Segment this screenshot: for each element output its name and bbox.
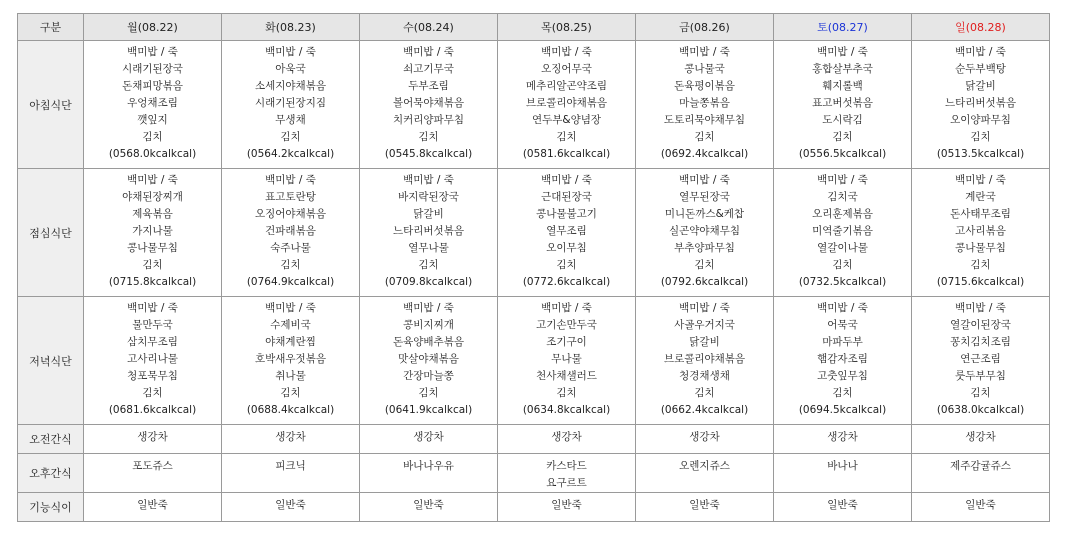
menu-item-list	[912, 169, 1049, 291]
menu-item: 백미밥 / 죽	[817, 302, 868, 314]
menu-item: 깻잎지	[137, 114, 168, 126]
menu-item-list	[498, 454, 635, 492]
row-3	[18, 425, 1050, 454]
menu-item: 삼치무조림	[127, 336, 178, 348]
menu-item: 햄감자조림	[817, 353, 868, 365]
menu-item-list	[84, 297, 221, 419]
menu-item: 숙주나물	[270, 242, 311, 254]
menu-item: 김치	[970, 131, 991, 143]
menu-item: 생강차	[551, 431, 582, 443]
menu-item: 아욱국	[275, 63, 306, 75]
menu-item: 열갈이된장국	[950, 319, 1011, 331]
menu-item: 브로콜리야채볶음	[663, 353, 746, 365]
menu-item: 백미밥 / 죽	[265, 46, 316, 58]
day-header-sun: 일(08.28)	[912, 14, 1050, 41]
menu-cell-fri	[636, 454, 774, 493]
menu-item: 일반죽	[689, 499, 720, 511]
menu-item: 천사채샐러드	[536, 370, 597, 382]
menu-item: 조기구이	[546, 336, 587, 348]
menu-cell-tue	[222, 493, 360, 522]
menu-item: 백미밥 / 죽	[679, 174, 730, 186]
day-header-fri: 금(08.26)	[636, 14, 774, 41]
menu-item: 백미밥 / 죽	[955, 46, 1006, 58]
menu-item-list	[912, 425, 1049, 446]
row-0	[18, 41, 1050, 169]
menu-cell-fri	[636, 493, 774, 522]
menu-cell-fri	[636, 169, 774, 297]
menu-item: 닭갈비	[413, 208, 444, 220]
weekly-meal-table	[17, 13, 1050, 522]
menu-item: 생강차	[137, 431, 168, 443]
menu-item: 콩나물국	[684, 63, 725, 75]
menu-item: 간장마늘쫑	[403, 370, 454, 382]
menu-item-list	[222, 41, 359, 163]
menu-cell-sun	[912, 454, 1050, 493]
menu-item: 닭갈비	[689, 336, 720, 348]
menu-cell-mon	[84, 454, 222, 493]
menu-item: 김치	[280, 387, 301, 399]
menu-item: 김치국	[827, 191, 858, 203]
menu-cell-tue	[222, 297, 360, 425]
menu-item: 오이무침	[546, 242, 587, 254]
row-label: 점심식단	[18, 169, 84, 297]
menu-item: 우엉채조림	[127, 97, 178, 109]
menu-item: 열무된장국	[679, 191, 730, 203]
menu-item: 어묵국	[827, 319, 858, 331]
menu-item-list	[222, 425, 359, 446]
menu-item-list	[360, 454, 497, 475]
menu-item: (0688.4kcalkcal)	[246, 404, 335, 416]
menu-item: 김치	[556, 387, 577, 399]
menu-item: 야채계란찜	[265, 336, 316, 348]
menu-item: (0564.2kcalkcal)	[246, 148, 335, 160]
menu-item-list	[222, 454, 359, 475]
menu-item: 열무조림	[546, 225, 587, 237]
menu-item-list	[84, 425, 221, 446]
menu-item-list	[774, 493, 911, 514]
menu-cell-thu	[498, 169, 636, 297]
menu-cell-thu	[498, 41, 636, 169]
menu-item-list	[84, 454, 221, 475]
day-header-sat: 토(08.27)	[774, 14, 912, 41]
menu-item: 김치	[694, 259, 715, 271]
menu-item: 콩나물불고기	[536, 208, 597, 220]
menu-item-list	[774, 454, 911, 475]
menu-item: 백미밥 / 죽	[403, 302, 454, 314]
menu-item: 수제비국	[270, 319, 311, 331]
menu-item: 열무나물	[408, 242, 449, 254]
menu-item: 백미밥 / 죽	[541, 302, 592, 314]
menu-item: (0772.6kcalkcal)	[522, 276, 611, 288]
menu-item-list	[498, 425, 635, 446]
menu-item: 훼지롤백	[822, 80, 863, 92]
menu-cell-wed	[360, 493, 498, 522]
menu-item: 시래기된장지짐	[254, 97, 326, 109]
menu-item: 근대된장국	[541, 191, 592, 203]
menu-item: 건파래볶음	[265, 225, 316, 237]
menu-item: 마파두부	[822, 336, 863, 348]
menu-item: 콩나물무침	[955, 242, 1006, 254]
menu-item: (0638.0kcalkcal)	[936, 404, 1025, 416]
menu-item: 두부조림	[408, 80, 449, 92]
menu-item-list	[912, 41, 1049, 163]
menu-item: 김치	[142, 387, 163, 399]
menu-item: 요구르트	[546, 477, 587, 489]
menu-cell-sat	[774, 493, 912, 522]
menu-item: 미역줄기볶음	[812, 225, 873, 237]
menu-item: 김치	[970, 387, 991, 399]
menu-item-list	[774, 425, 911, 446]
menu-item: 백미밥 / 죽	[541, 174, 592, 186]
menu-item: 오리훈제볶음	[812, 208, 873, 220]
menu-item: 포도쥬스	[132, 460, 173, 472]
menu-cell-sat	[774, 297, 912, 425]
menu-item-list	[84, 493, 221, 514]
menu-item: 고사리볶음	[955, 225, 1006, 237]
menu-item-list	[774, 41, 911, 163]
menu-item: (0513.5kcalkcal)	[936, 148, 1025, 160]
menu-item: (0764.9kcalkcal)	[246, 276, 335, 288]
menu-item: 호박새우젓볶음	[254, 353, 326, 365]
menu-item: 백미밥 / 죽	[679, 46, 730, 58]
header-row	[18, 14, 1050, 41]
menu-item-list	[498, 41, 635, 163]
menu-item-list	[84, 41, 221, 163]
menu-item: (0545.8kcalkcal)	[384, 148, 473, 160]
menu-item: (0694.5kcalkcal)	[798, 404, 887, 416]
menu-item: 홍합살부추국	[812, 63, 873, 75]
menu-cell-sun	[912, 297, 1050, 425]
row-4	[18, 454, 1050, 493]
menu-cell-fri	[636, 41, 774, 169]
menu-item: 김치	[418, 387, 439, 399]
menu-item: 생강차	[827, 431, 858, 443]
menu-cell-sat	[774, 41, 912, 169]
menu-item: (0581.6kcalkcal)	[522, 148, 611, 160]
menu-item: 느타리버섯볶음	[944, 97, 1016, 109]
day-header-tue: 화(08.23)	[222, 14, 360, 41]
menu-item: 백미밥 / 죽	[679, 302, 730, 314]
menu-item-list	[498, 493, 635, 514]
menu-item-list	[360, 297, 497, 419]
menu-item: 브로콜리야채볶음	[525, 97, 608, 109]
menu-item-list	[222, 493, 359, 514]
menu-cell-thu	[498, 493, 636, 522]
menu-item: 생강차	[413, 431, 444, 443]
menu-item: 가지나물	[132, 225, 173, 237]
menu-item: 청포묵무침	[127, 370, 178, 382]
menu-item: 돈사태무조림	[950, 208, 1011, 220]
menu-item: 김치	[832, 131, 853, 143]
menu-item: 표고토란탕	[265, 191, 316, 203]
menu-item: 김치	[694, 387, 715, 399]
menu-item: 백미밥 / 죽	[265, 174, 316, 186]
menu-item: 쇠고기무국	[403, 63, 454, 75]
menu-cell-fri	[636, 297, 774, 425]
menu-item: 김치	[418, 131, 439, 143]
menu-item: 미니돈까스&케찹	[664, 208, 745, 220]
menu-item: 볼어묵야채볶음	[392, 97, 464, 109]
menu-cell-tue	[222, 169, 360, 297]
menu-item-list	[636, 454, 773, 475]
menu-item: 생강차	[275, 431, 306, 443]
menu-cell-wed	[360, 41, 498, 169]
row-5	[18, 493, 1050, 522]
menu-item: (0792.6kcalkcal)	[660, 276, 749, 288]
menu-item-list	[222, 169, 359, 291]
menu-item-list	[636, 169, 773, 291]
menu-item: 맛살야채볶음	[398, 353, 459, 365]
row-2	[18, 297, 1050, 425]
menu-cell-sun	[912, 169, 1050, 297]
menu-item-list	[636, 297, 773, 419]
menu-item: (0692.4kcalkcal)	[660, 148, 749, 160]
menu-item: 콩비지찌개	[403, 319, 454, 331]
menu-item: (0715.8kcalkcal)	[108, 276, 197, 288]
menu-item: 김치	[694, 131, 715, 143]
menu-cell-tue	[222, 41, 360, 169]
menu-cell-mon	[84, 493, 222, 522]
corner-header: 구분	[18, 14, 84, 41]
menu-item: 일반죽	[827, 499, 858, 511]
menu-item: (0732.5kcalkcal)	[798, 276, 887, 288]
menu-item: 연근조림	[960, 353, 1001, 365]
menu-item: 소세지야채볶음	[254, 80, 326, 92]
menu-item: 생강차	[965, 431, 996, 443]
menu-item: 일반죽	[965, 499, 996, 511]
menu-item: 돈육평이볶음	[674, 80, 735, 92]
menu-item: 김치	[556, 259, 577, 271]
menu-item: 바지락된장국	[398, 191, 459, 203]
menu-cell-thu	[498, 454, 636, 493]
menu-item: (0709.8kcalkcal)	[384, 276, 473, 288]
menu-item: 룻두부무침	[955, 370, 1006, 382]
menu-item: 백미밥 / 죽	[403, 174, 454, 186]
menu-item-list	[636, 425, 773, 446]
menu-item: 일반죽	[551, 499, 582, 511]
menu-item: 치커리양파무침	[392, 114, 464, 126]
menu-item-list	[636, 493, 773, 514]
menu-item-list	[912, 297, 1049, 419]
menu-cell-fri	[636, 425, 774, 454]
row-label: 오후간식	[18, 454, 84, 493]
menu-item: 취나물	[275, 370, 306, 382]
menu-item: 백미밥 / 죽	[955, 174, 1006, 186]
menu-item: 돈육양배추볶음	[392, 336, 464, 348]
menu-item: 연두부&양념장	[531, 114, 602, 126]
menu-item-list	[360, 41, 497, 163]
menu-item: 바나나	[827, 460, 858, 472]
menu-item: 백미밥 / 죽	[403, 46, 454, 58]
menu-item: 고춧잎무침	[817, 370, 868, 382]
menu-item: 일반죽	[275, 499, 306, 511]
row-1	[18, 169, 1050, 297]
menu-item: 표고버섯볶음	[812, 97, 873, 109]
menu-item: 계란국	[965, 191, 996, 203]
menu-item: 백미밥 / 죽	[541, 46, 592, 58]
menu-cell-sat	[774, 425, 912, 454]
menu-item: (0634.8kcalkcal)	[522, 404, 611, 416]
menu-item: 바나나우유	[403, 460, 454, 472]
table-body	[18, 41, 1050, 522]
menu-item: (0662.4kcalkcal)	[660, 404, 749, 416]
menu-cell-wed	[360, 297, 498, 425]
menu-item: 순두부백탕	[955, 63, 1006, 75]
menu-item: 일반죽	[413, 499, 444, 511]
menu-item: 실곤약야채무침	[668, 225, 740, 237]
menu-item-list	[774, 297, 911, 419]
menu-item: 김치	[556, 131, 577, 143]
menu-item: 꽁치김치조림	[950, 336, 1011, 348]
menu-item: 오징어야채볶음	[254, 208, 326, 220]
menu-item: (0568.0kcalkcal)	[108, 148, 197, 160]
menu-item: 느타리버섯볶음	[392, 225, 464, 237]
menu-item: 백미밥 / 죽	[265, 302, 316, 314]
menu-item: 백미밥 / 죽	[955, 302, 1006, 314]
menu-item: 부추양파무침	[674, 242, 735, 254]
row-label: 오전간식	[18, 425, 84, 454]
menu-item: (0641.9kcalkcal)	[384, 404, 473, 416]
menu-item: 고기손만두국	[536, 319, 597, 331]
menu-cell-mon	[84, 41, 222, 169]
row-label: 저녁식단	[18, 297, 84, 425]
menu-item: 김치	[142, 259, 163, 271]
menu-item: 오렌지쥬스	[679, 460, 730, 472]
menu-cell-sun	[912, 493, 1050, 522]
menu-item: 김치	[832, 259, 853, 271]
menu-item: 무나물	[551, 353, 582, 365]
menu-item: 카스타드	[546, 460, 587, 472]
menu-item: 김치	[280, 131, 301, 143]
menu-item-list	[498, 297, 635, 419]
menu-item: 콩나물무침	[127, 242, 178, 254]
menu-item: 도시락김	[822, 114, 863, 126]
menu-item: 물만두국	[132, 319, 173, 331]
menu-item: 김치	[970, 259, 991, 271]
menu-cell-tue	[222, 425, 360, 454]
menu-item: (0715.6kcalkcal)	[936, 276, 1025, 288]
menu-item: 도토리묵야채무침	[663, 114, 746, 126]
menu-item: 백미밥 / 죽	[127, 174, 178, 186]
menu-item: 돈채피망볶음	[122, 80, 183, 92]
row-label: 기능식이	[18, 493, 84, 522]
menu-cell-thu	[498, 425, 636, 454]
menu-item: 김치	[280, 259, 301, 271]
menu-cell-mon	[84, 297, 222, 425]
menu-item: (0681.6kcalkcal)	[108, 404, 197, 416]
menu-item: 백미밥 / 죽	[127, 302, 178, 314]
menu-item: 마늘쫑볶음	[679, 97, 730, 109]
menu-item: 고사리나물	[127, 353, 178, 365]
menu-item: 사골우거지국	[674, 319, 735, 331]
menu-item: 김치	[142, 131, 163, 143]
menu-item-list	[360, 169, 497, 291]
menu-cell-mon	[84, 169, 222, 297]
menu-item: 생강차	[689, 431, 720, 443]
menu-item: 메추리알곤약조림	[525, 80, 608, 92]
menu-cell-tue	[222, 454, 360, 493]
menu-item: 오징어무국	[541, 63, 592, 75]
menu-cell-sat	[774, 454, 912, 493]
menu-item-list	[636, 41, 773, 163]
menu-item-list	[360, 425, 497, 446]
menu-item-list	[912, 493, 1049, 514]
menu-item: 백미밥 / 죽	[817, 46, 868, 58]
menu-item: 야채된장찌개	[122, 191, 183, 203]
menu-cell-wed	[360, 169, 498, 297]
menu-item: 청경채생채	[679, 370, 730, 382]
menu-item: 일반죽	[137, 499, 168, 511]
menu-item: 시래기된장국	[122, 63, 183, 75]
menu-cell-sat	[774, 169, 912, 297]
menu-cell-mon	[84, 425, 222, 454]
menu-item: 백미밥 / 죽	[127, 46, 178, 58]
menu-item: 오이양파무침	[950, 114, 1011, 126]
day-header-thu: 목(08.25)	[498, 14, 636, 41]
menu-item: 김치	[418, 259, 439, 271]
menu-item-list	[912, 454, 1049, 475]
menu-cell-wed	[360, 425, 498, 454]
menu-item-list	[360, 493, 497, 514]
menu-item-list	[222, 297, 359, 419]
menu-item-list	[498, 169, 635, 291]
menu-item: 피크닉	[275, 460, 306, 472]
menu-cell-thu	[498, 297, 636, 425]
day-header-wed: 수(08.24)	[360, 14, 498, 41]
menu-item: 열갈이나물	[817, 242, 868, 254]
menu-cell-sun	[912, 425, 1050, 454]
menu-item: 닭갈비	[965, 80, 996, 92]
row-label: 아침식단	[18, 41, 84, 169]
menu-item-list	[774, 169, 911, 291]
menu-item-list	[84, 169, 221, 291]
menu-cell-wed	[360, 454, 498, 493]
menu-item: 무생채	[275, 114, 306, 126]
menu-item: 김치	[832, 387, 853, 399]
menu-item: 제육볶음	[132, 208, 173, 220]
menu-cell-sun	[912, 41, 1050, 169]
menu-item: 제주감귤쥬스	[950, 460, 1011, 472]
menu-item: 백미밥 / 죽	[817, 174, 868, 186]
day-header-mon: 월(08.22)	[84, 14, 222, 41]
menu-item: (0556.5kcalkcal)	[798, 148, 887, 160]
